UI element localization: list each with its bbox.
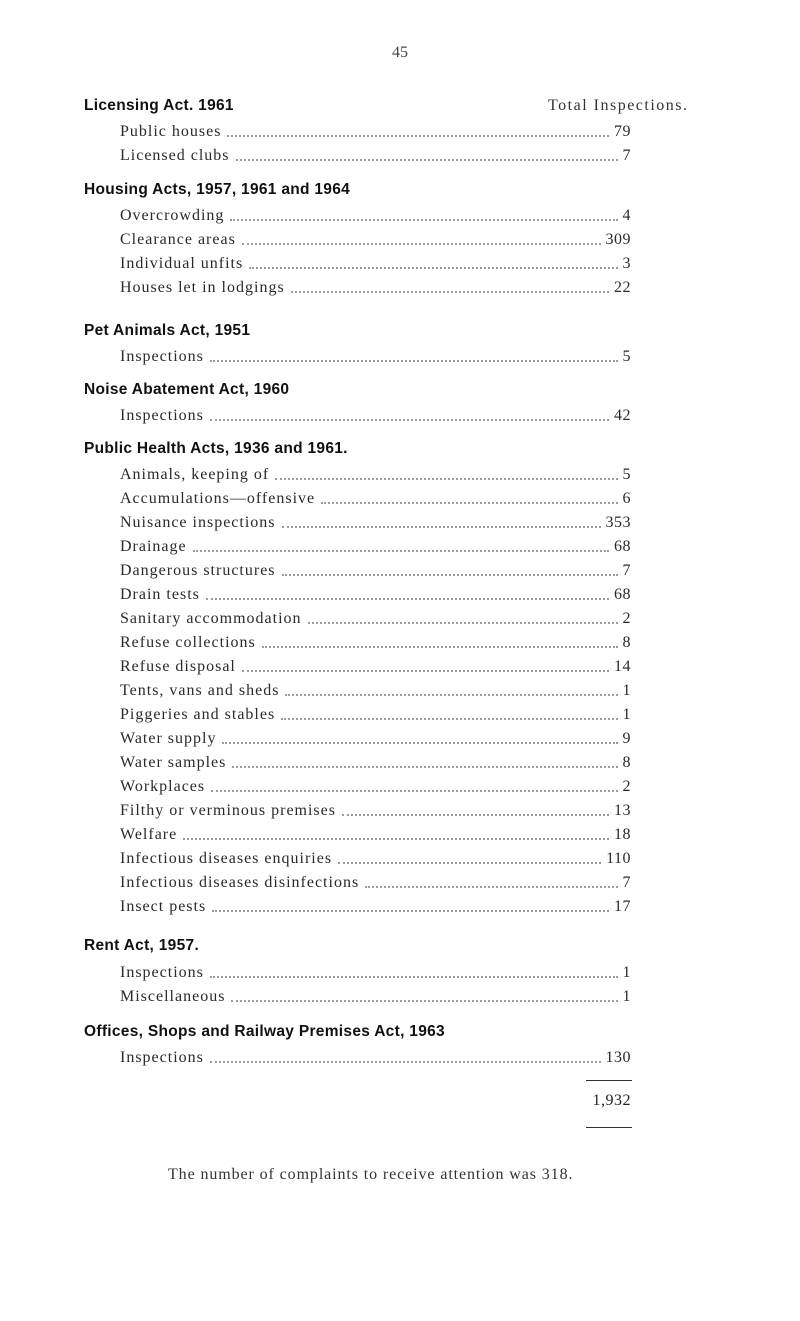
item-label: Miscellaneous bbox=[120, 988, 226, 1005]
item-label: Piggeries and stables bbox=[120, 706, 276, 723]
dot-leader bbox=[210, 359, 618, 362]
item-label: Welfare bbox=[120, 826, 178, 843]
grand-total: 1,932 bbox=[592, 1092, 631, 1109]
total-rule-top bbox=[586, 1080, 632, 1081]
item-label: Inspections bbox=[120, 964, 204, 981]
item-value: 7 bbox=[622, 147, 631, 164]
item-value: 14 bbox=[614, 658, 631, 675]
item-label: Individual unfits bbox=[120, 255, 244, 272]
list-item bbox=[120, 227, 631, 249]
dot-leader bbox=[282, 525, 601, 528]
item-value: 5 bbox=[622, 466, 631, 483]
dot-leader bbox=[282, 573, 618, 576]
item-label: Inspections bbox=[120, 407, 204, 424]
item-value: 2 bbox=[622, 778, 631, 795]
list-item bbox=[120, 654, 631, 676]
dot-leader bbox=[206, 597, 609, 600]
dot-leader bbox=[210, 418, 609, 421]
dot-leader bbox=[236, 158, 618, 161]
list-item bbox=[120, 403, 631, 425]
item-value: 17 bbox=[614, 898, 631, 915]
item-label: Refuse disposal bbox=[120, 658, 236, 675]
list-item bbox=[120, 822, 631, 844]
list-item bbox=[120, 774, 631, 796]
item-value: 309 bbox=[605, 231, 631, 248]
item-label: Infectious diseases enquiries bbox=[120, 850, 333, 867]
item-value: 9 bbox=[622, 730, 631, 747]
list-item bbox=[120, 251, 631, 273]
list-item bbox=[120, 203, 631, 225]
list-item bbox=[120, 143, 631, 165]
dot-leader bbox=[232, 765, 617, 768]
dot-leader bbox=[262, 645, 618, 648]
list-item bbox=[120, 558, 631, 580]
list-item bbox=[120, 960, 631, 982]
dot-leader bbox=[211, 789, 617, 792]
list-item bbox=[120, 726, 631, 748]
list-item bbox=[120, 798, 631, 820]
list-item bbox=[120, 870, 631, 892]
item-label: Licensed clubs bbox=[120, 147, 230, 164]
item-value: 68 bbox=[614, 538, 631, 555]
list-item bbox=[120, 894, 631, 916]
item-value: 13 bbox=[614, 802, 631, 819]
section-heading-pet-animals: Pet Animals Act, 1951 bbox=[84, 322, 251, 339]
dot-leader bbox=[365, 885, 617, 888]
item-label: Public houses bbox=[120, 123, 222, 140]
item-value: 8 bbox=[622, 754, 631, 771]
column-header: Total Inspections. bbox=[548, 97, 689, 114]
item-label: Inspections bbox=[120, 1049, 204, 1066]
section-heading-licensing: Licensing Act. 1961 bbox=[84, 97, 234, 114]
dot-leader bbox=[210, 975, 618, 978]
item-label: Sanitary accommodation bbox=[120, 610, 302, 627]
item-value: 110 bbox=[606, 850, 631, 867]
dot-leader bbox=[183, 837, 609, 840]
item-value: 130 bbox=[605, 1049, 631, 1066]
dot-leader bbox=[242, 242, 601, 245]
item-value: 3 bbox=[622, 255, 631, 272]
dot-leader bbox=[212, 909, 609, 912]
section-heading-offices: Offices, Shops and Railway Premises Act, 1963 bbox=[84, 1023, 445, 1040]
item-label: Inspections bbox=[120, 348, 204, 365]
list-item bbox=[120, 119, 631, 141]
list-item bbox=[120, 702, 631, 724]
item-label: Dangerous structures bbox=[120, 562, 276, 579]
list-item bbox=[120, 486, 631, 508]
item-label: Water samples bbox=[120, 754, 227, 771]
list-item bbox=[120, 462, 631, 484]
dot-leader bbox=[249, 266, 617, 269]
item-label: Clearance areas bbox=[120, 231, 236, 248]
list-item bbox=[120, 750, 631, 772]
item-value: 7 bbox=[622, 562, 631, 579]
dot-leader bbox=[275, 477, 617, 480]
list-item bbox=[120, 984, 631, 1006]
dot-leader bbox=[193, 549, 609, 552]
item-label: Drain tests bbox=[120, 586, 200, 603]
list-item bbox=[120, 630, 631, 652]
item-label: Water supply bbox=[120, 730, 217, 747]
list-item bbox=[120, 344, 631, 366]
list-item bbox=[120, 678, 631, 700]
section-heading-rent: Rent Act, 1957. bbox=[84, 937, 200, 954]
list-item bbox=[120, 606, 631, 628]
item-label: Infectious diseases disinfections bbox=[120, 874, 360, 891]
dot-leader bbox=[281, 717, 617, 720]
item-value: 1 bbox=[622, 706, 631, 723]
item-value: 8 bbox=[622, 634, 631, 651]
dot-leader bbox=[230, 218, 617, 221]
item-value: 1 bbox=[622, 682, 631, 699]
item-value: 22 bbox=[614, 279, 631, 296]
dot-leader bbox=[231, 999, 617, 1002]
dot-leader bbox=[285, 693, 617, 696]
section-heading-public-health: Public Health Acts, 1936 and 1961. bbox=[84, 440, 348, 457]
item-value: 353 bbox=[605, 514, 631, 531]
item-label: Filthy or verminous premises bbox=[120, 802, 336, 819]
dot-leader bbox=[227, 134, 609, 137]
item-label: Animals, keeping of bbox=[120, 466, 270, 483]
item-value: 4 bbox=[622, 207, 631, 224]
dot-leader bbox=[342, 813, 609, 816]
complaints-footnote: The number of complaints to receive attention was 318. bbox=[168, 1166, 574, 1183]
item-label: Workplaces bbox=[120, 778, 206, 795]
dot-leader bbox=[338, 861, 601, 864]
item-label: Insect pests bbox=[120, 898, 207, 915]
item-label: Refuse collections bbox=[120, 634, 256, 651]
item-value: 6 bbox=[622, 490, 631, 507]
item-label: Nuisance inspections bbox=[120, 514, 276, 531]
item-value: 5 bbox=[622, 348, 631, 365]
item-label: Accumulations—offensive bbox=[120, 490, 316, 507]
dot-leader bbox=[222, 741, 617, 744]
item-value: 2 bbox=[622, 610, 631, 627]
list-item bbox=[120, 275, 631, 297]
item-value: 79 bbox=[614, 123, 631, 140]
item-label: Drainage bbox=[120, 538, 187, 555]
item-label: Overcrowding bbox=[120, 207, 225, 224]
total-rule-bottom bbox=[586, 1127, 632, 1128]
list-item bbox=[120, 582, 631, 604]
item-value: 18 bbox=[614, 826, 631, 843]
list-item bbox=[120, 510, 631, 532]
dot-leader bbox=[308, 621, 618, 624]
item-value: 68 bbox=[614, 586, 631, 603]
section-heading-noise: Noise Abatement Act, 1960 bbox=[84, 381, 290, 398]
list-item bbox=[120, 846, 631, 868]
dot-leader bbox=[291, 290, 609, 293]
item-label: Houses let in lodgings bbox=[120, 279, 285, 296]
list-item bbox=[120, 534, 631, 556]
dot-leader bbox=[242, 669, 609, 672]
item-value: 42 bbox=[614, 407, 631, 424]
section-heading-housing: Housing Acts, 1957, 1961 and 1964 bbox=[84, 181, 351, 198]
dot-leader bbox=[321, 501, 617, 504]
item-value: 7 bbox=[622, 874, 631, 891]
list-item bbox=[120, 1045, 631, 1067]
item-value: 1 bbox=[622, 988, 631, 1005]
item-value: 1 bbox=[622, 964, 631, 981]
page-number: 45 bbox=[392, 44, 408, 61]
item-label: Tents, vans and sheds bbox=[120, 682, 280, 699]
dot-leader bbox=[210, 1060, 601, 1063]
